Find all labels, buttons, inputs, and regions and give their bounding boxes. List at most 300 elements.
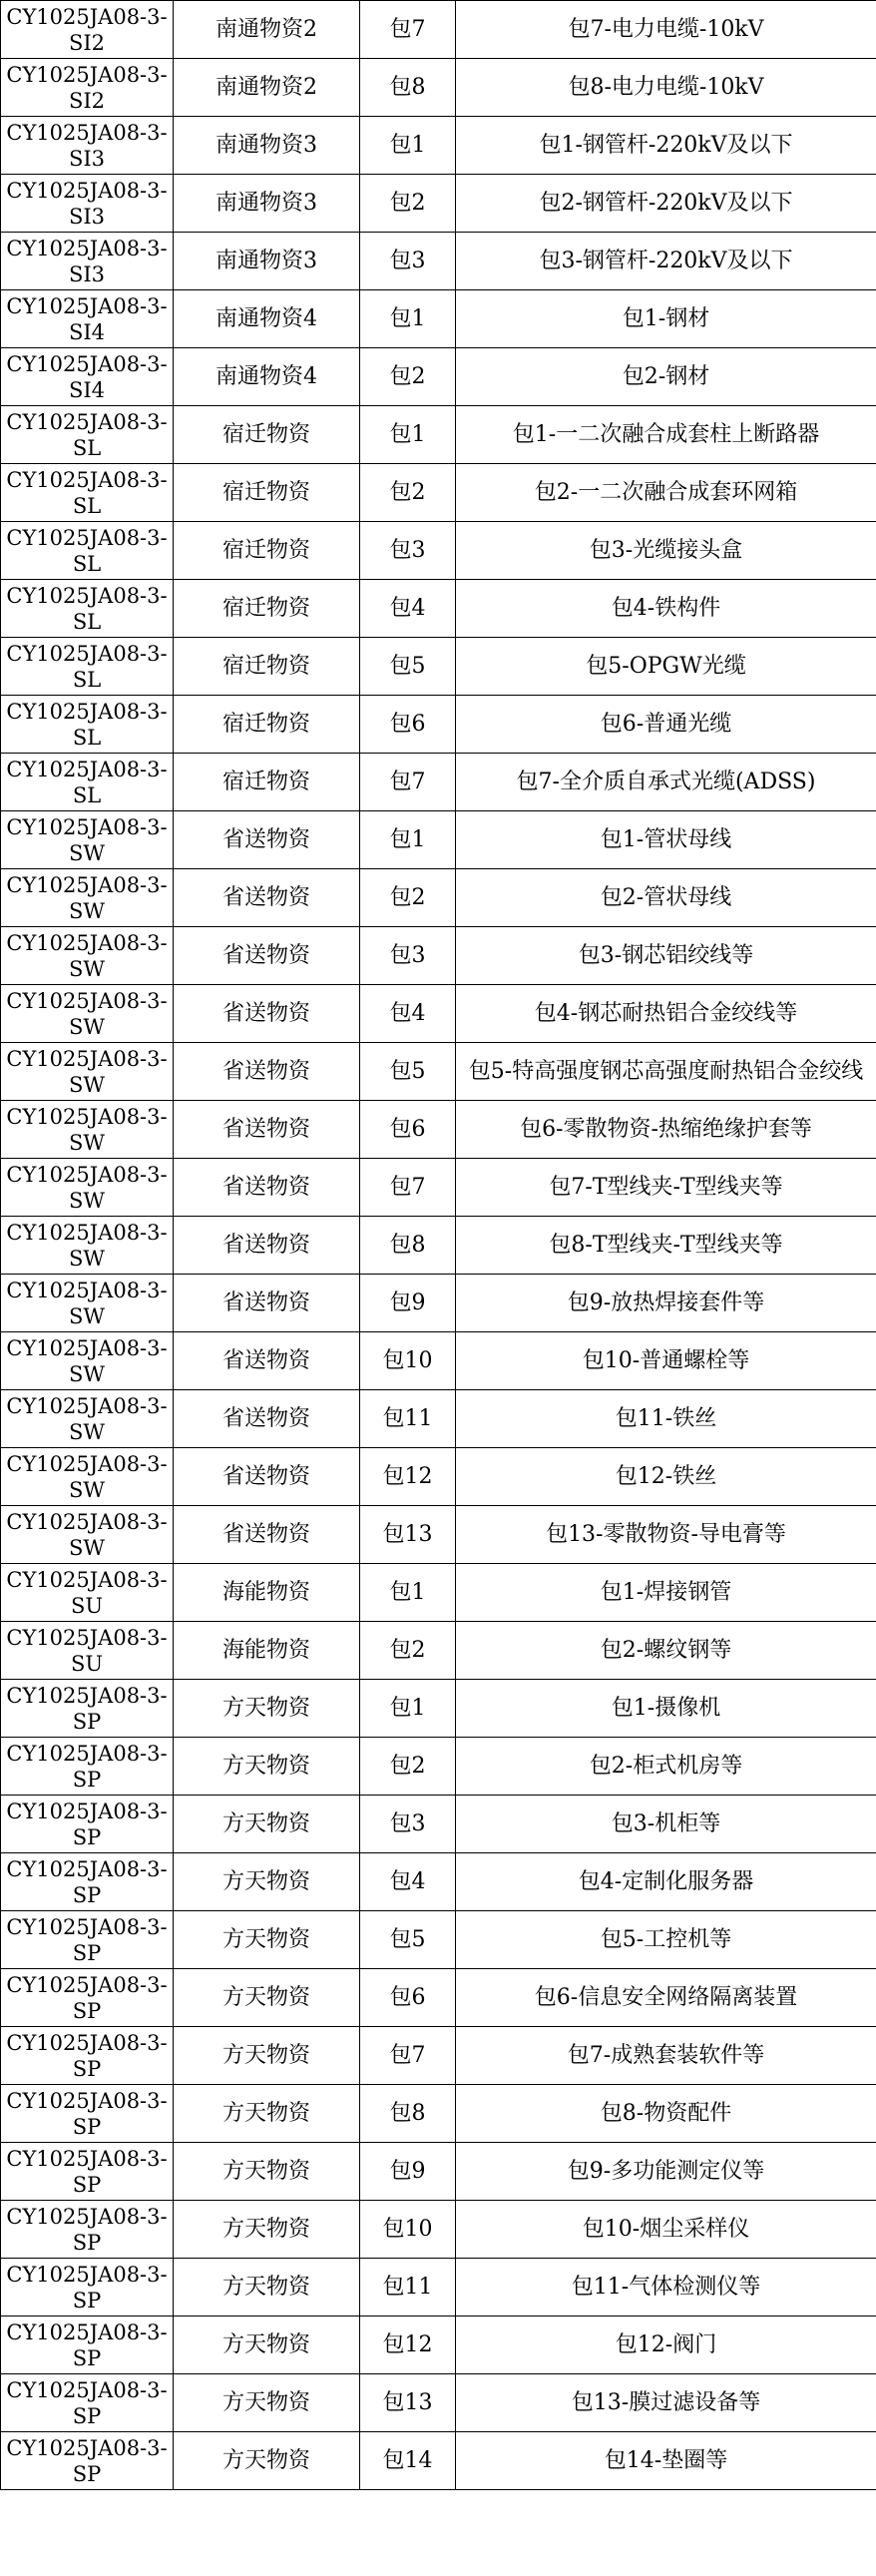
package-number-cell: 包9 [360, 1275, 456, 1332]
project-code-cell [1, 2027, 174, 2085]
package-description-cell: 包5-特高强度钢芯高强度耐热铝合金绞线 [456, 1043, 876, 1101]
supplier-cell: 省送物资 [174, 927, 360, 985]
supplier-cell: 宿迁物资 [174, 696, 360, 754]
table-row [1, 1564, 876, 1622]
project-code-cell [1, 696, 174, 754]
project-code-suffix: SP [72, 2230, 102, 2255]
package-description-cell: 包1-管状母线 [456, 811, 876, 869]
table-row [1, 2143, 876, 2201]
supplier-cell: 省送物资 [174, 1217, 360, 1275]
project-code-suffix: SP [72, 1709, 102, 1734]
table-row [1, 1101, 876, 1159]
table-row [1, 59, 876, 117]
project-code-suffix: SP [72, 2056, 102, 2081]
package-description-cell: 包7-全介质自承式光缆(ADSS) [456, 754, 876, 811]
package-description-cell: 包8-T型线夹-T型线夹等 [456, 1217, 876, 1275]
project-code-cell [1, 1680, 174, 1738]
project-code-prefix: CY1025JA08-3- [6, 236, 168, 260]
project-code-suffix: SW [69, 1419, 105, 1444]
table-row [1, 1, 876, 59]
package-number-cell: 包6 [360, 1101, 456, 1159]
project-code-suffix: SI2 [68, 88, 106, 113]
table-row [1, 1796, 876, 1853]
project-code-prefix: CY1025JA08-3- [6, 467, 168, 492]
supplier-cell: 海能物资 [174, 1564, 360, 1622]
project-code-suffix: SP [72, 1767, 102, 1792]
supplier-cell: 方天物资 [174, 1796, 360, 1853]
package-number-cell: 包9 [360, 2143, 456, 2201]
supplier-cell: 南通物资2 [174, 59, 360, 117]
project-code-cell [1, 754, 174, 811]
package-description-cell: 包12-铁丝 [456, 1448, 876, 1506]
project-code-cell [1, 175, 174, 233]
table-row [1, 754, 876, 811]
package-number-cell: 包4 [360, 985, 456, 1043]
table-row [1, 1738, 876, 1796]
package-number-cell: 包2 [360, 1622, 456, 1680]
package-number-cell: 包8 [360, 59, 456, 117]
package-number-cell: 包1 [360, 117, 456, 175]
supplier-cell: 方天物资 [174, 1969, 360, 2027]
package-number-cell: 包1 [360, 1564, 456, 1622]
package-description-cell: 包7-成熟套装软件等 [456, 2027, 876, 2085]
project-code-suffix: SI4 [68, 377, 106, 402]
package-description-cell: 包4-钢芯耐热铝合金绞线等 [456, 985, 876, 1043]
package-description-cell: 包2-钢材 [456, 348, 876, 406]
project-code-cell [1, 1043, 174, 1101]
project-code-suffix: SL [72, 609, 102, 634]
project-code-prefix: CY1025JA08-3- [6, 1278, 168, 1302]
table-row [1, 927, 876, 985]
supplier-cell: 省送物资 [174, 1101, 360, 1159]
package-description-cell: 包2-柜式机房等 [456, 1738, 876, 1796]
project-code-suffix: SW [69, 898, 105, 923]
project-code-cell [1, 1564, 174, 1622]
package-description-cell: 包3-光缆接头盒 [456, 522, 876, 580]
package-description-cell: 包5-工控机等 [456, 1911, 876, 1969]
package-number-cell: 包3 [360, 1796, 456, 1853]
package-description-cell: 包14-垫圈等 [456, 2432, 876, 2490]
package-number-cell: 包3 [360, 233, 456, 290]
project-code-prefix: CY1025JA08-3- [6, 757, 168, 781]
project-code-cell [1, 985, 174, 1043]
project-code-suffix: SW [69, 1477, 105, 1502]
package-description-cell: 包1-钢管杆-220kV及以下 [456, 117, 876, 175]
project-code-prefix: CY1025JA08-3- [6, 699, 168, 724]
package-description-cell: 包6-信息安全网络隔离装置 [456, 1969, 876, 2027]
package-number-cell: 包4 [360, 1853, 456, 1911]
project-code-cell [1, 580, 174, 638]
project-code-cell [1, 1853, 174, 1911]
table-row [1, 2259, 876, 2317]
project-code-prefix: CY1025JA08-3- [6, 988, 168, 1013]
project-code-prefix: CY1025JA08-3- [6, 583, 168, 608]
project-code-prefix: CY1025JA08-3- [6, 1741, 168, 1766]
table-row [1, 1622, 876, 1680]
package-description-cell: 包7-电力电缆-10kV [456, 1, 876, 59]
project-code-cell [1, 1390, 174, 1448]
package-description-cell: 包9-放热焊接套件等 [456, 1275, 876, 1332]
project-code-prefix: CY1025JA08-3- [6, 930, 168, 955]
project-code-prefix: CY1025JA08-3- [6, 120, 168, 145]
supplier-cell: 宿迁物资 [174, 638, 360, 696]
project-code-suffix: SL [72, 435, 102, 460]
project-code-suffix: SW [69, 1130, 105, 1155]
table-row [1, 233, 876, 290]
table-row [1, 1275, 876, 1332]
project-code-prefix: CY1025JA08-3- [6, 2030, 168, 2055]
table-row [1, 1853, 876, 1911]
package-number-cell: 包6 [360, 696, 456, 754]
supplier-cell: 方天物资 [174, 2085, 360, 2143]
table-row [1, 580, 876, 638]
project-code-cell [1, 348, 174, 406]
package-description-cell: 包2-管状母线 [456, 869, 876, 927]
table-row [1, 464, 876, 522]
project-code-prefix: CY1025JA08-3- [6, 872, 168, 897]
supplier-cell: 方天物资 [174, 1853, 360, 1911]
package-number-cell: 包7 [360, 2027, 456, 2085]
supplier-cell: 南通物资4 [174, 290, 360, 348]
supplier-cell: 方天物资 [174, 1680, 360, 1738]
project-code-prefix: CY1025JA08-3- [6, 2262, 168, 2287]
project-code-suffix: SP [72, 1882, 102, 1907]
table-row [1, 2317, 876, 2374]
package-description-cell: 包13-零散物资-导电膏等 [456, 1506, 876, 1564]
project-code-prefix: CY1025JA08-3- [6, 525, 168, 550]
project-code-suffix: SW [69, 956, 105, 981]
supplier-cell: 南通物资3 [174, 117, 360, 175]
supplier-cell: 方天物资 [174, 1738, 360, 1796]
project-code-prefix: CY1025JA08-3- [6, 1220, 168, 1245]
project-code-cell [1, 59, 174, 117]
project-code-suffix: SP [72, 2172, 102, 2197]
package-number-cell: 包5 [360, 1911, 456, 1969]
package-description-cell: 包11-气体检测仪等 [456, 2259, 876, 2317]
supplier-cell: 方天物资 [174, 2374, 360, 2432]
package-number-cell: 包14 [360, 2432, 456, 2490]
table-row [1, 1390, 876, 1448]
supplier-cell: 宿迁物资 [174, 464, 360, 522]
table-row [1, 2027, 876, 2085]
supplier-cell: 南通物资3 [174, 175, 360, 233]
project-code-prefix: CY1025JA08-3- [6, 1799, 168, 1823]
table-row [1, 1159, 876, 1217]
package-number-cell: 包1 [360, 1680, 456, 1738]
project-code-suffix: SP [72, 2114, 102, 2139]
table-row [1, 117, 876, 175]
table-row [1, 985, 876, 1043]
package-description-cell: 包2-螺纹钢等 [456, 1622, 876, 1680]
table-row [1, 869, 876, 927]
project-code-suffix: SL [72, 725, 102, 750]
project-code-cell [1, 2201, 174, 2259]
package-number-cell: 包5 [360, 1043, 456, 1101]
supplier-cell: 南通物资3 [174, 233, 360, 290]
project-code-suffix: SI3 [68, 261, 106, 286]
package-number-cell: 包7 [360, 1159, 456, 1217]
project-code-prefix: CY1025JA08-3- [6, 1335, 168, 1360]
package-number-cell: 包13 [360, 1506, 456, 1564]
supplier-cell: 省送物资 [174, 1390, 360, 1448]
package-number-cell: 包13 [360, 2374, 456, 2432]
project-code-suffix: SW [69, 1072, 105, 1097]
package-number-cell: 包11 [360, 2259, 456, 2317]
project-code-suffix: SW [69, 1188, 105, 1213]
package-number-cell: 包2 [360, 869, 456, 927]
project-code-suffix: SW [69, 1303, 105, 1328]
package-description-cell: 包13-膜过滤设备等 [456, 2374, 876, 2432]
project-code-cell [1, 927, 174, 985]
supplier-cell: 省送物资 [174, 1159, 360, 1217]
project-code-prefix: CY1025JA08-3- [6, 2319, 168, 2344]
package-number-cell: 包2 [360, 1738, 456, 1796]
package-description-cell: 包10-烟尘采样仪 [456, 2201, 876, 2259]
package-description-cell: 包11-铁丝 [456, 1390, 876, 1448]
project-code-cell [1, 2432, 174, 2490]
package-number-cell: 包10 [360, 2201, 456, 2259]
project-code-suffix: SU [70, 1593, 104, 1618]
table-row [1, 2201, 876, 2259]
supplier-cell: 宿迁物资 [174, 522, 360, 580]
supplier-cell: 省送物资 [174, 1448, 360, 1506]
package-number-cell: 包1 [360, 406, 456, 464]
project-code-cell [1, 1, 174, 59]
package-description-cell: 包7-T型线夹-T型线夹等 [456, 1159, 876, 1217]
project-code-suffix: SP [72, 1940, 102, 1965]
table-row [1, 638, 876, 696]
supplier-cell: 省送物资 [174, 985, 360, 1043]
project-code-cell [1, 2317, 174, 2374]
table-row [1, 1680, 876, 1738]
package-description-cell: 包12-阀门 [456, 2317, 876, 2374]
package-description-cell: 包1-焊接钢管 [456, 1564, 876, 1622]
package-description-cell: 包10-普通螺栓等 [456, 1332, 876, 1390]
project-code-prefix: CY1025JA08-3- [6, 1625, 168, 1650]
project-code-prefix: CY1025JA08-3- [6, 814, 168, 839]
package-number-cell: 包7 [360, 754, 456, 811]
package-number-cell: 包7 [360, 1, 456, 59]
project-code-cell [1, 1101, 174, 1159]
package-description-cell: 包2-钢管杆-220kV及以下 [456, 175, 876, 233]
project-code-cell [1, 2143, 174, 2201]
project-code-suffix: SL [72, 551, 102, 576]
package-number-cell: 包6 [360, 1969, 456, 2027]
package-number-cell: 包10 [360, 1332, 456, 1390]
project-code-prefix: CY1025JA08-3- [6, 2088, 168, 2113]
supplier-cell: 南通物资2 [174, 1, 360, 59]
project-code-prefix: CY1025JA08-3- [6, 1451, 168, 1476]
project-code-prefix: CY1025JA08-3- [6, 1856, 168, 1881]
table-row [1, 406, 876, 464]
project-code-prefix: CY1025JA08-3- [6, 2435, 168, 2460]
project-code-suffix: SL [72, 667, 102, 692]
project-code-prefix: CY1025JA08-3- [6, 1972, 168, 1997]
package-description-cell: 包1-一二次融合成套柱上断路器 [456, 406, 876, 464]
project-code-cell [1, 464, 174, 522]
table-row [1, 175, 876, 233]
table-row [1, 290, 876, 348]
package-number-cell: 包12 [360, 1448, 456, 1506]
supplier-cell: 省送物资 [174, 1332, 360, 1390]
supplier-cell: 省送物资 [174, 869, 360, 927]
project-code-cell [1, 1332, 174, 1390]
supplier-cell: 方天物资 [174, 2432, 360, 2490]
package-number-cell: 包2 [360, 175, 456, 233]
package-description-cell: 包3-机柜等 [456, 1796, 876, 1853]
project-code-prefix: CY1025JA08-3- [6, 1162, 168, 1187]
project-code-cell [1, 1159, 174, 1217]
package-description-cell: 包4-铁构件 [456, 580, 876, 638]
package-description-cell: 包5-OPGW光缆 [456, 638, 876, 696]
project-code-prefix: CY1025JA08-3- [6, 62, 168, 87]
project-code-cell [1, 1622, 174, 1680]
supplier-cell: 省送物资 [174, 1043, 360, 1101]
package-description-cell: 包9-多功能测定仪等 [456, 2143, 876, 2201]
table-row [1, 1043, 876, 1101]
project-code-cell [1, 1275, 174, 1332]
project-code-cell [1, 2259, 174, 2317]
project-code-prefix: CY1025JA08-3- [6, 1567, 168, 1592]
table-row [1, 348, 876, 406]
project-code-suffix: SW [69, 1361, 105, 1386]
project-code-suffix: SP [72, 1824, 102, 1849]
project-code-prefix: CY1025JA08-3- [6, 178, 168, 203]
package-number-cell: 包5 [360, 638, 456, 696]
project-code-suffix: SW [69, 1014, 105, 1039]
project-code-suffix: SW [69, 840, 105, 865]
project-code-cell [1, 522, 174, 580]
package-description-cell: 包3-钢管杆-220kV及以下 [456, 233, 876, 290]
project-code-suffix: SP [72, 2288, 102, 2313]
project-code-cell [1, 1738, 174, 1796]
project-code-suffix: SI3 [68, 204, 106, 229]
package-description-cell: 包8-电力电缆-10kV [456, 59, 876, 117]
package-number-cell: 包8 [360, 1217, 456, 1275]
project-code-cell [1, 1796, 174, 1853]
table-row [1, 1448, 876, 1506]
project-code-prefix: CY1025JA08-3- [6, 1509, 168, 1534]
project-code-suffix: SP [72, 2461, 102, 2486]
project-code-prefix: CY1025JA08-3- [6, 2146, 168, 2171]
table-row [1, 1969, 876, 2027]
supplier-cell: 宿迁物资 [174, 754, 360, 811]
project-code-suffix: SL [72, 493, 102, 518]
package-number-cell: 包8 [360, 2085, 456, 2143]
project-code-prefix: CY1025JA08-3- [6, 293, 168, 318]
table-row [1, 1217, 876, 1275]
supplier-cell: 方天物资 [174, 2201, 360, 2259]
package-description-cell: 包1-钢材 [456, 290, 876, 348]
project-code-cell [1, 117, 174, 175]
table-row [1, 2085, 876, 2143]
package-number-cell: 包1 [360, 811, 456, 869]
table-row [1, 2432, 876, 2490]
project-code-suffix: SW [69, 1535, 105, 1560]
supplier-cell: 方天物资 [174, 2027, 360, 2085]
supplier-cell: 南通物资4 [174, 348, 360, 406]
project-code-prefix: CY1025JA08-3- [6, 2377, 168, 2402]
project-code-cell [1, 2374, 174, 2432]
table-row [1, 1911, 876, 1969]
project-code-prefix: CY1025JA08-3- [6, 1104, 168, 1129]
table-row [1, 696, 876, 754]
project-code-suffix: SP [72, 2403, 102, 2428]
supplier-cell: 方天物资 [174, 1911, 360, 1969]
package-description-cell: 包6-普通光缆 [456, 696, 876, 754]
project-code-suffix: SP [72, 2345, 102, 2370]
table-row [1, 522, 876, 580]
project-code-prefix: CY1025JA08-3- [6, 1046, 168, 1071]
project-code-cell [1, 638, 174, 696]
package-number-cell: 包1 [360, 290, 456, 348]
project-code-prefix: CY1025JA08-3- [6, 1393, 168, 1418]
project-code-prefix: CY1025JA08-3- [6, 1683, 168, 1708]
table-row [1, 2374, 876, 2432]
project-code-cell [1, 2085, 174, 2143]
package-number-cell: 包11 [360, 1390, 456, 1448]
project-code-suffix: SW [69, 1246, 105, 1271]
package-number-cell: 包3 [360, 927, 456, 985]
supplier-cell: 宿迁物资 [174, 406, 360, 464]
project-code-cell [1, 869, 174, 927]
package-number-cell: 包2 [360, 464, 456, 522]
project-code-cell [1, 1506, 174, 1564]
package-number-cell: 包2 [360, 348, 456, 406]
package-description-cell: 包4-定制化服务器 [456, 1853, 876, 1911]
project-code-cell [1, 1448, 174, 1506]
supplier-cell: 省送物资 [174, 1275, 360, 1332]
project-code-prefix: CY1025JA08-3- [6, 1914, 168, 1939]
project-code-cell [1, 290, 174, 348]
project-code-prefix: CY1025JA08-3- [6, 351, 168, 376]
supplier-cell: 宿迁物资 [174, 580, 360, 638]
project-code-prefix: CY1025JA08-3- [6, 2204, 168, 2229]
package-number-cell: 包3 [360, 522, 456, 580]
package-number-cell: 包12 [360, 2317, 456, 2374]
project-code-prefix: CY1025JA08-3- [6, 641, 168, 666]
project-code-suffix: SP [72, 1998, 102, 2023]
project-code-cell [1, 1217, 174, 1275]
project-code-prefix: CY1025JA08-3- [6, 4, 168, 29]
table-body [1, 1, 876, 2490]
project-code-cell [1, 811, 174, 869]
table-row [1, 1506, 876, 1564]
supplier-cell: 海能物资 [174, 1622, 360, 1680]
project-code-suffix: SI3 [68, 146, 106, 171]
project-code-suffix: SU [70, 1651, 104, 1676]
table-row [1, 811, 876, 869]
supplier-cell: 方天物资 [174, 2143, 360, 2201]
package-description-cell: 包6-零散物资-热缩绝缘护套等 [456, 1101, 876, 1159]
package-description-cell: 包3-钢芯铝绞线等 [456, 927, 876, 985]
package-description-cell: 包8-物资配件 [456, 2085, 876, 2143]
package-description-cell: 包2-一二次融合成套环网箱 [456, 464, 876, 522]
package-number-cell: 包4 [360, 580, 456, 638]
supplier-cell: 方天物资 [174, 2317, 360, 2374]
table-row [1, 1332, 876, 1390]
project-code-prefix: CY1025JA08-3- [6, 409, 168, 434]
supplier-cell: 省送物资 [174, 811, 360, 869]
project-code-cell [1, 1969, 174, 2027]
project-code-suffix: SI2 [68, 30, 106, 55]
supplier-cell: 方天物资 [174, 2259, 360, 2317]
project-code-suffix: SL [72, 782, 102, 807]
project-code-suffix: SI4 [68, 319, 106, 344]
supplier-cell: 省送物资 [174, 1506, 360, 1564]
project-code-cell [1, 406, 174, 464]
package-description-cell: 包1-摄像机 [456, 1680, 876, 1738]
